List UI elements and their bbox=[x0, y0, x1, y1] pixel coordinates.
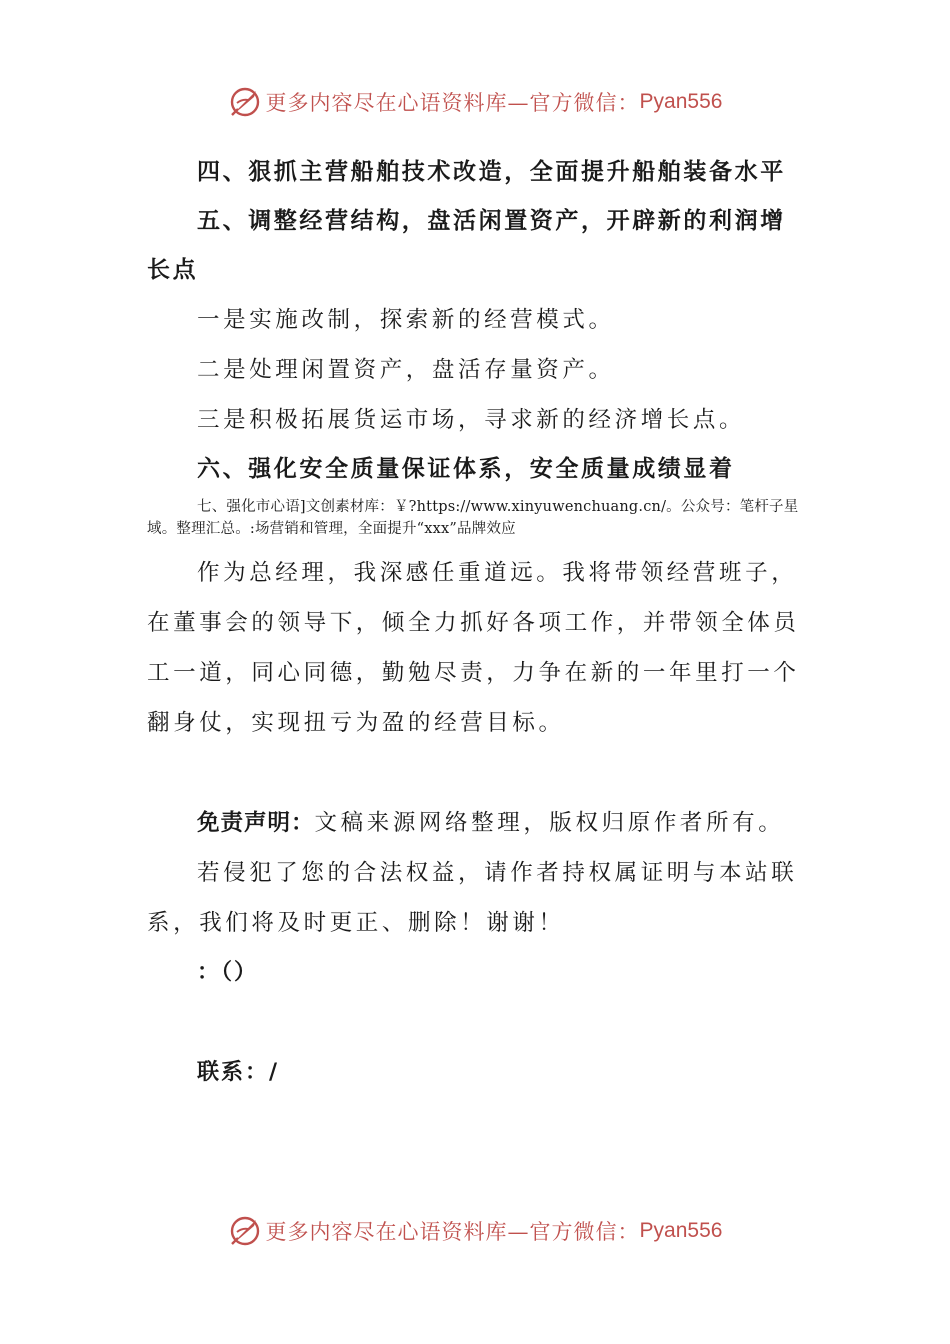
section-7-line: 七、强化市心语]文创素材库：￥?https://www.xinyuwenchuang.cn/。公众号：笔杆子星域。整理汇总。:场营销和管理，全面提升“xxx”品牌效应 bbox=[147, 499, 799, 537]
list-item-3: 三是积极拓展货运市场，寻求新的经济增长点。 bbox=[197, 407, 746, 433]
document-body bbox=[147, 148, 807, 1098]
contact-line: 联系：/ bbox=[197, 1060, 280, 1085]
disclaimer-line bbox=[147, 798, 807, 848]
disclaimer-text: 文稿来源网络整理，版权归原作者所有。 bbox=[314, 810, 785, 836]
spacer bbox=[147, 748, 807, 798]
disclaimer-text-2: 若侵犯了您的合法权益，请作者持权属证明与本站联系，我们将及时更正、删除！谢谢！ bbox=[147, 860, 798, 936]
header-banner-id: Pyan556 bbox=[639, 90, 723, 113]
footer-banner bbox=[0, 1211, 950, 1251]
list-item-2: 二是处理闲置资产，盘活存量资产。 bbox=[197, 357, 615, 383]
heading-section-5: 五、调整经营结构，盘活闲置资产，开辟新的利润增长点 bbox=[147, 208, 786, 283]
list-item-1: 一是实施改制，探索新的经营模式。 bbox=[197, 307, 615, 333]
quill-logo-icon bbox=[228, 85, 262, 119]
footer-banner-id: Pyan556 bbox=[639, 1219, 723, 1242]
spacer-2 bbox=[147, 998, 807, 1048]
heading-section-6: 六、强化安全质量保证体系，安全质量成绩显着 bbox=[197, 456, 735, 482]
header-banner bbox=[0, 82, 950, 122]
disclaimer-label: 免责声明： bbox=[197, 810, 315, 836]
quill-logo-icon bbox=[228, 1214, 262, 1248]
heading-section-4: 四、狠抓主营船舶技术改造，全面提升船舶装备水平 bbox=[197, 159, 786, 185]
header-banner-text: 更多内容尽在心语资料库—官方微信： bbox=[265, 91, 640, 115]
footer-banner-text: 更多内容尽在心语资料库—官方微信： bbox=[265, 1220, 640, 1244]
closing-paragraph: 作为总经理，我深感任重道远。我将带领经营班子，在董事会的领导下，倾全力抓好各项工作，并带领全体员工一道，同心同德，勤勉尽责，力争在新的一年里打一个翻身仗，实现扭亏为盈的经营目标。 bbox=[147, 560, 800, 736]
blank-line: ：（） bbox=[197, 960, 259, 985]
